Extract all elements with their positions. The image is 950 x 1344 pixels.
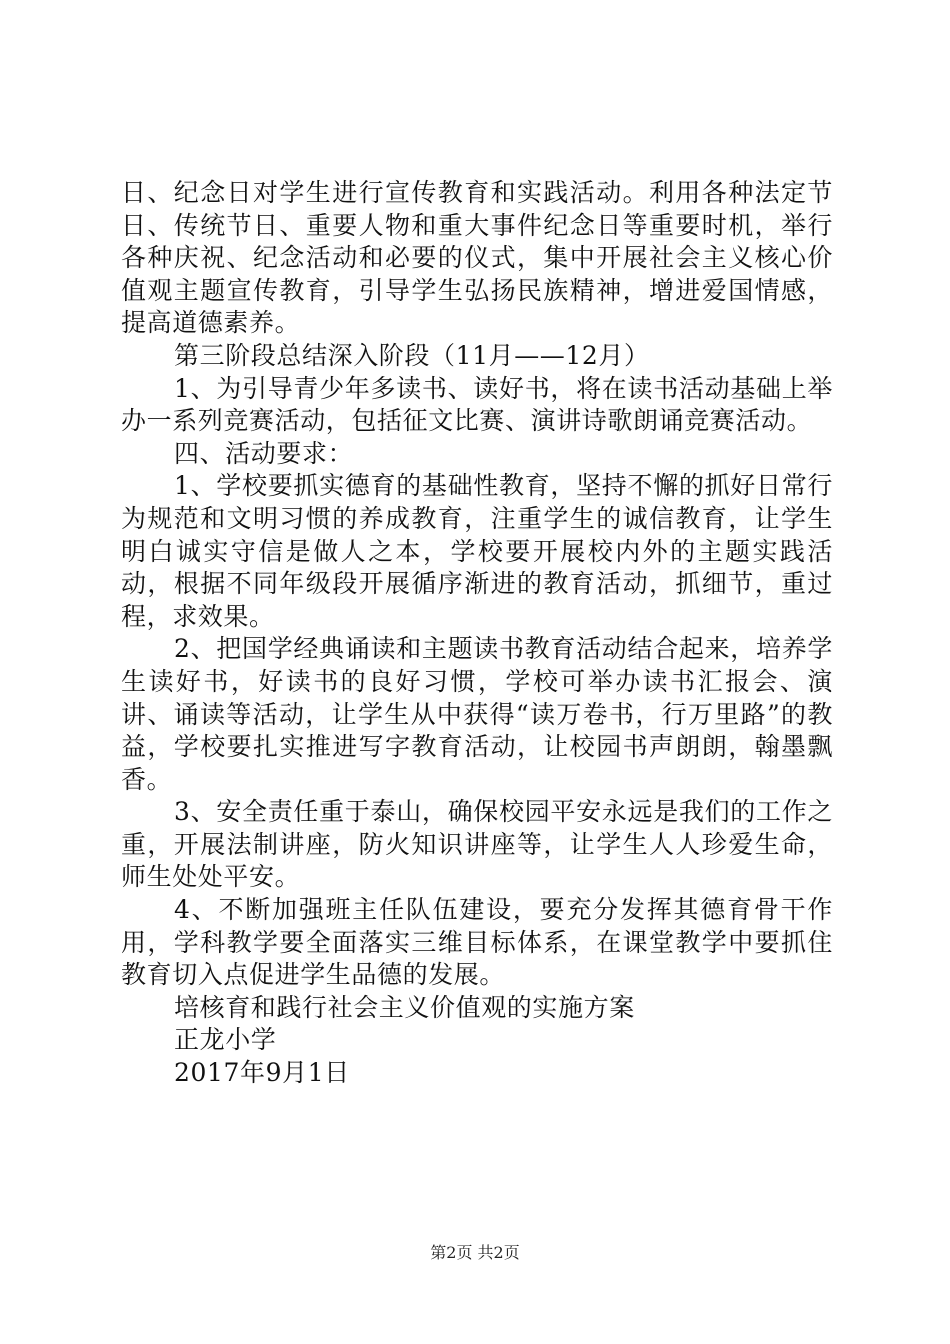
- paragraph-reading-competition: 1、为引导青少年多读书、读好书，将在读书活动基础上举办一系列竞赛活动，包括征文比赛、演讲诗歌朗诵竞赛活动。: [121, 373, 833, 436]
- school-name: 正龙小学: [174, 1025, 277, 1055]
- plan-title-line: 培核育和践行社会主义价值观的实施方案: [174, 992, 635, 1022]
- page-number-footer: 第2页 共2页: [430, 1243, 520, 1262]
- paragraph-commemoration-days: 日、纪念日对学生进行宣传教育和实践活动。利用各种法定节日、传统节日、重要人物和重大事件纪念日等重要时机，举行各种庆祝、纪念活动和必要的仪式，集中开展社会主义核心价值观主题宣传教育，引导学生弘扬民族精神，增进爱国情感，提高道德素养。: [121, 178, 833, 338]
- heading-stage-three: 第三阶段总结深入阶段（11月——12月）: [174, 340, 650, 370]
- paragraph-requirement-3: 3、安全责任重于泰山，确保校园平安永远是我们的工作之重，开展法制讲座，防火知识讲座等，让学生人人珍爱生命，师生处处平安。: [121, 797, 833, 892]
- paragraph-requirement-4: 4、不断加强班主任队伍建设，要充分发挥其德育骨干作用，学科教学要全面落实三维目标体系，在课堂教学中要抓住教育切入点促进学生品德的发展。: [121, 895, 833, 990]
- document-body: [121, 177, 833, 1090]
- paragraph-requirement-1: 1、学校要抓实德育的基础性教育，坚持不懈的抓好日常行为规范和文明习惯的养成教育，注重学生的诚信教育，让学生明白诚实守信是做人之本，学校要开展校内外的主题实践活动，根据不同年级段开展循序渐进的教育活动，抓细节，重过程，求效果。: [121, 471, 833, 631]
- paragraph-requirement-2: 2、把国学经典诵读和主题读书教育活动结合起来，培养学生读好书，好读书的良好习惯，学校可举办读书汇报会、演讲、诵读等活动，让学生从中获得“读万卷书，行万里路”的教益，学校要扎实推进写字教育活动，让校园书声朗朗，翰墨飘香。: [121, 634, 833, 794]
- document-date: 2017年9月1日: [174, 1058, 350, 1088]
- heading-activity-requirements: 四、活动要求：: [174, 438, 354, 468]
